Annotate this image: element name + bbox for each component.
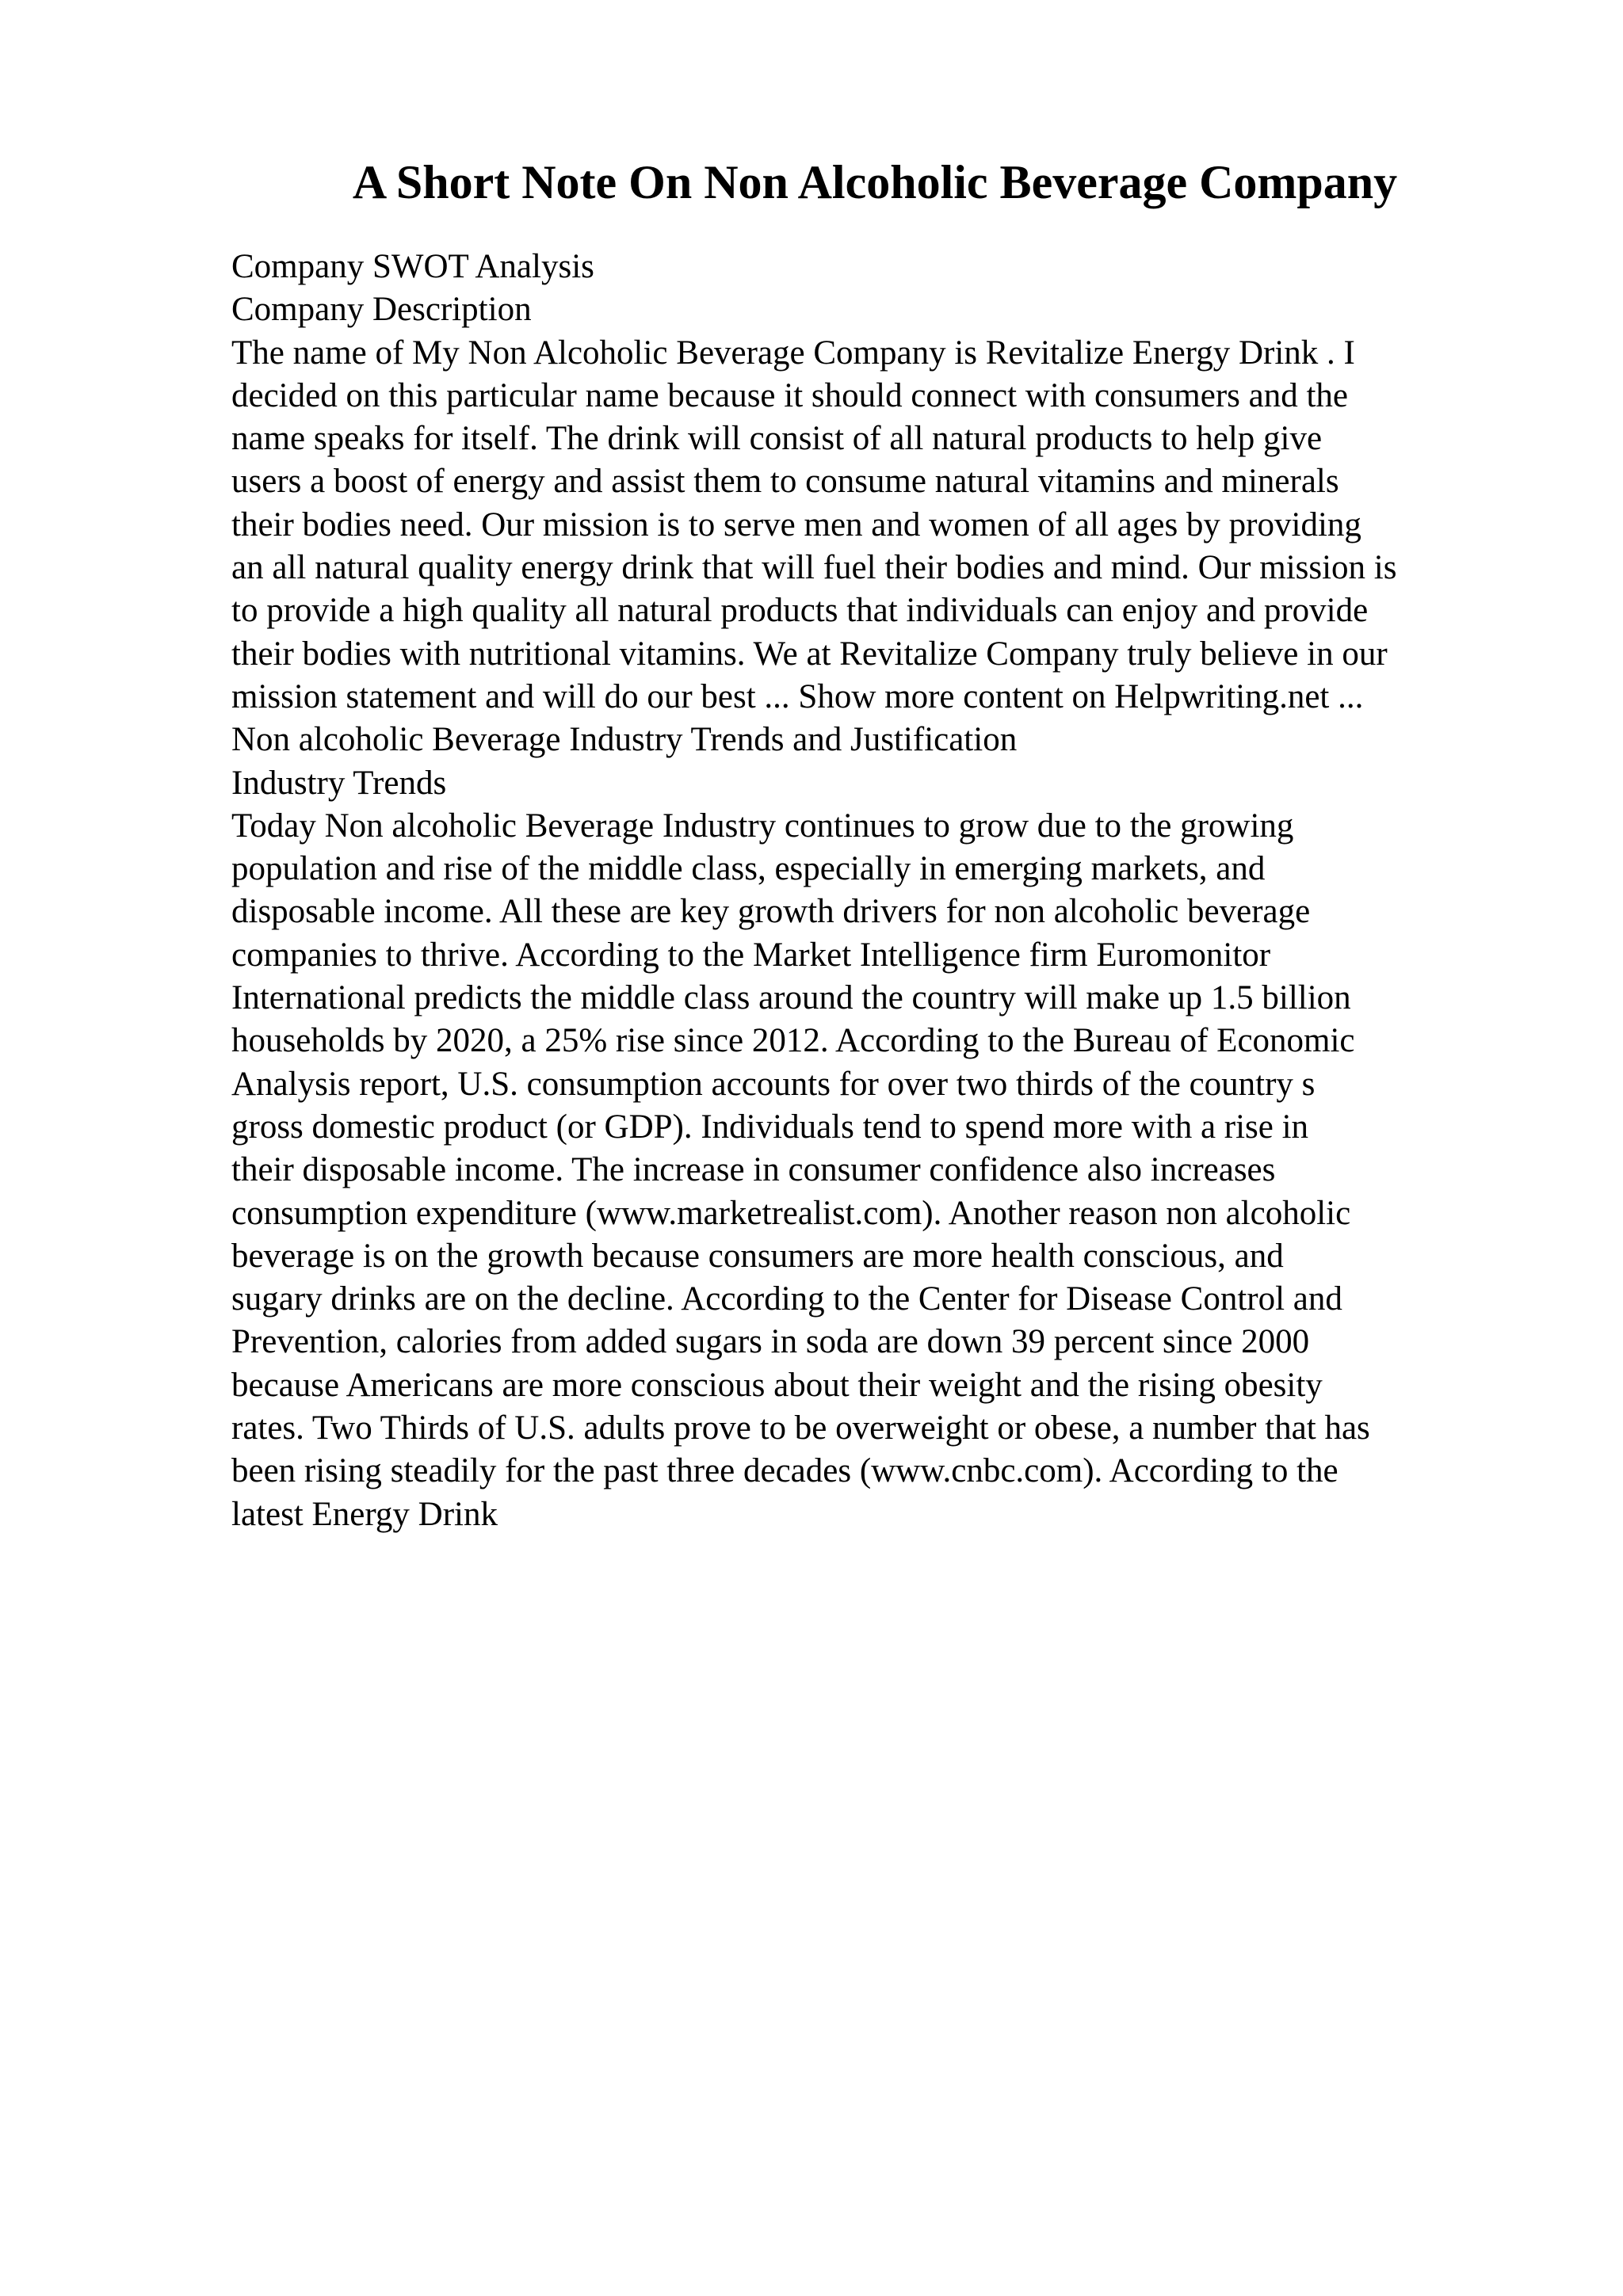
body-line: Non alcoholic Beverage Industry Trends and Justification: [231, 721, 1018, 759]
body-line: beverage is on the growth because consumers are more health conscious, and: [231, 1237, 1284, 1275]
body-line: their bodies with nutritional vitamins. We at Revitalize Company truly believe in our: [231, 635, 1388, 673]
body-line: gross domestic product (or GDP). Individuals tend to spend more with a rise in: [231, 1108, 1309, 1146]
body-line: population and rise of the middle class, especially in emerging markets, and: [231, 850, 1266, 888]
body-line: Prevention, calories from added sugars in soda are down 39 percent since 2000: [231, 1323, 1310, 1361]
body-line: Analysis report, U.S. consumption accounts for over two thirds of the country s: [231, 1065, 1316, 1103]
body-line: households by 2020, a 25% rise since 2012. According to the Bureau of Economic: [231, 1022, 1355, 1060]
body-line: International predicts the middle class around the country will make up 1.5 billion: [231, 979, 1351, 1017]
body-line: Company SWOT Analysis: [231, 248, 594, 285]
document-title-text: A Short Note On Non Alcoholic Beverage Company: [352, 156, 1398, 208]
body-line: disposable income. All these are key growth drivers for non alcoholic beverage: [231, 893, 1311, 931]
body-line: an all natural quality energy drink that will fuel their bodies and mind. Our mission is: [231, 549, 1397, 587]
body-line: mission statement and will do our best ... Show more content on Helpwriting.net ...: [231, 677, 1364, 715]
body-line: name speaks for itself. The drink will consist of all natural products to help give: [231, 420, 1323, 458]
body-line: their disposable income. The increase in consumer confidence also increases: [231, 1151, 1276, 1189]
body-line: decided on this particular name because it should connect with consumers and the: [231, 376, 1349, 414]
body-line: rates. Two Thirds of U.S. adults prove to be overweight or obese, a number that has: [231, 1409, 1370, 1447]
body-line: their bodies need. Our mission is to serve men and women of all ages by providing: [231, 505, 1361, 543]
body-line: consumption expenditure (www.marketrealist.com). Another reason non alcoholic: [231, 1194, 1351, 1232]
body-line: sugary drinks are on the decline. According to the Center for Disease Control and: [231, 1280, 1342, 1318]
body-line: Industry Trends: [231, 764, 447, 802]
body-line: to provide a high quality all natural products that individuals can enjoy and provide: [231, 592, 1369, 630]
body-line: latest Energy Drink: [231, 1495, 498, 1533]
body-line: companies to thrive. According to the Market Intelligence firm Euromonitor: [231, 936, 1271, 974]
body-line: The name of My Non Alcoholic Beverage Company is Revitalize Energy Drink . I: [231, 334, 1355, 372]
document-title: [0, 151, 1623, 214]
body-line: users a boost of energy and assist them to consume natural vitamins and minerals: [231, 463, 1339, 501]
body-line: been rising steadily for the past three decades (www.cnbc.com). According to the: [231, 1452, 1338, 1490]
document-body: [231, 246, 1594, 1536]
body-line: because Americans are more conscious about their weight and the rising obesity: [231, 1366, 1323, 1404]
body-line: Company Description: [231, 291, 532, 329]
body-line: Today Non alcoholic Beverage Industry continues to grow due to the growing: [231, 807, 1294, 845]
